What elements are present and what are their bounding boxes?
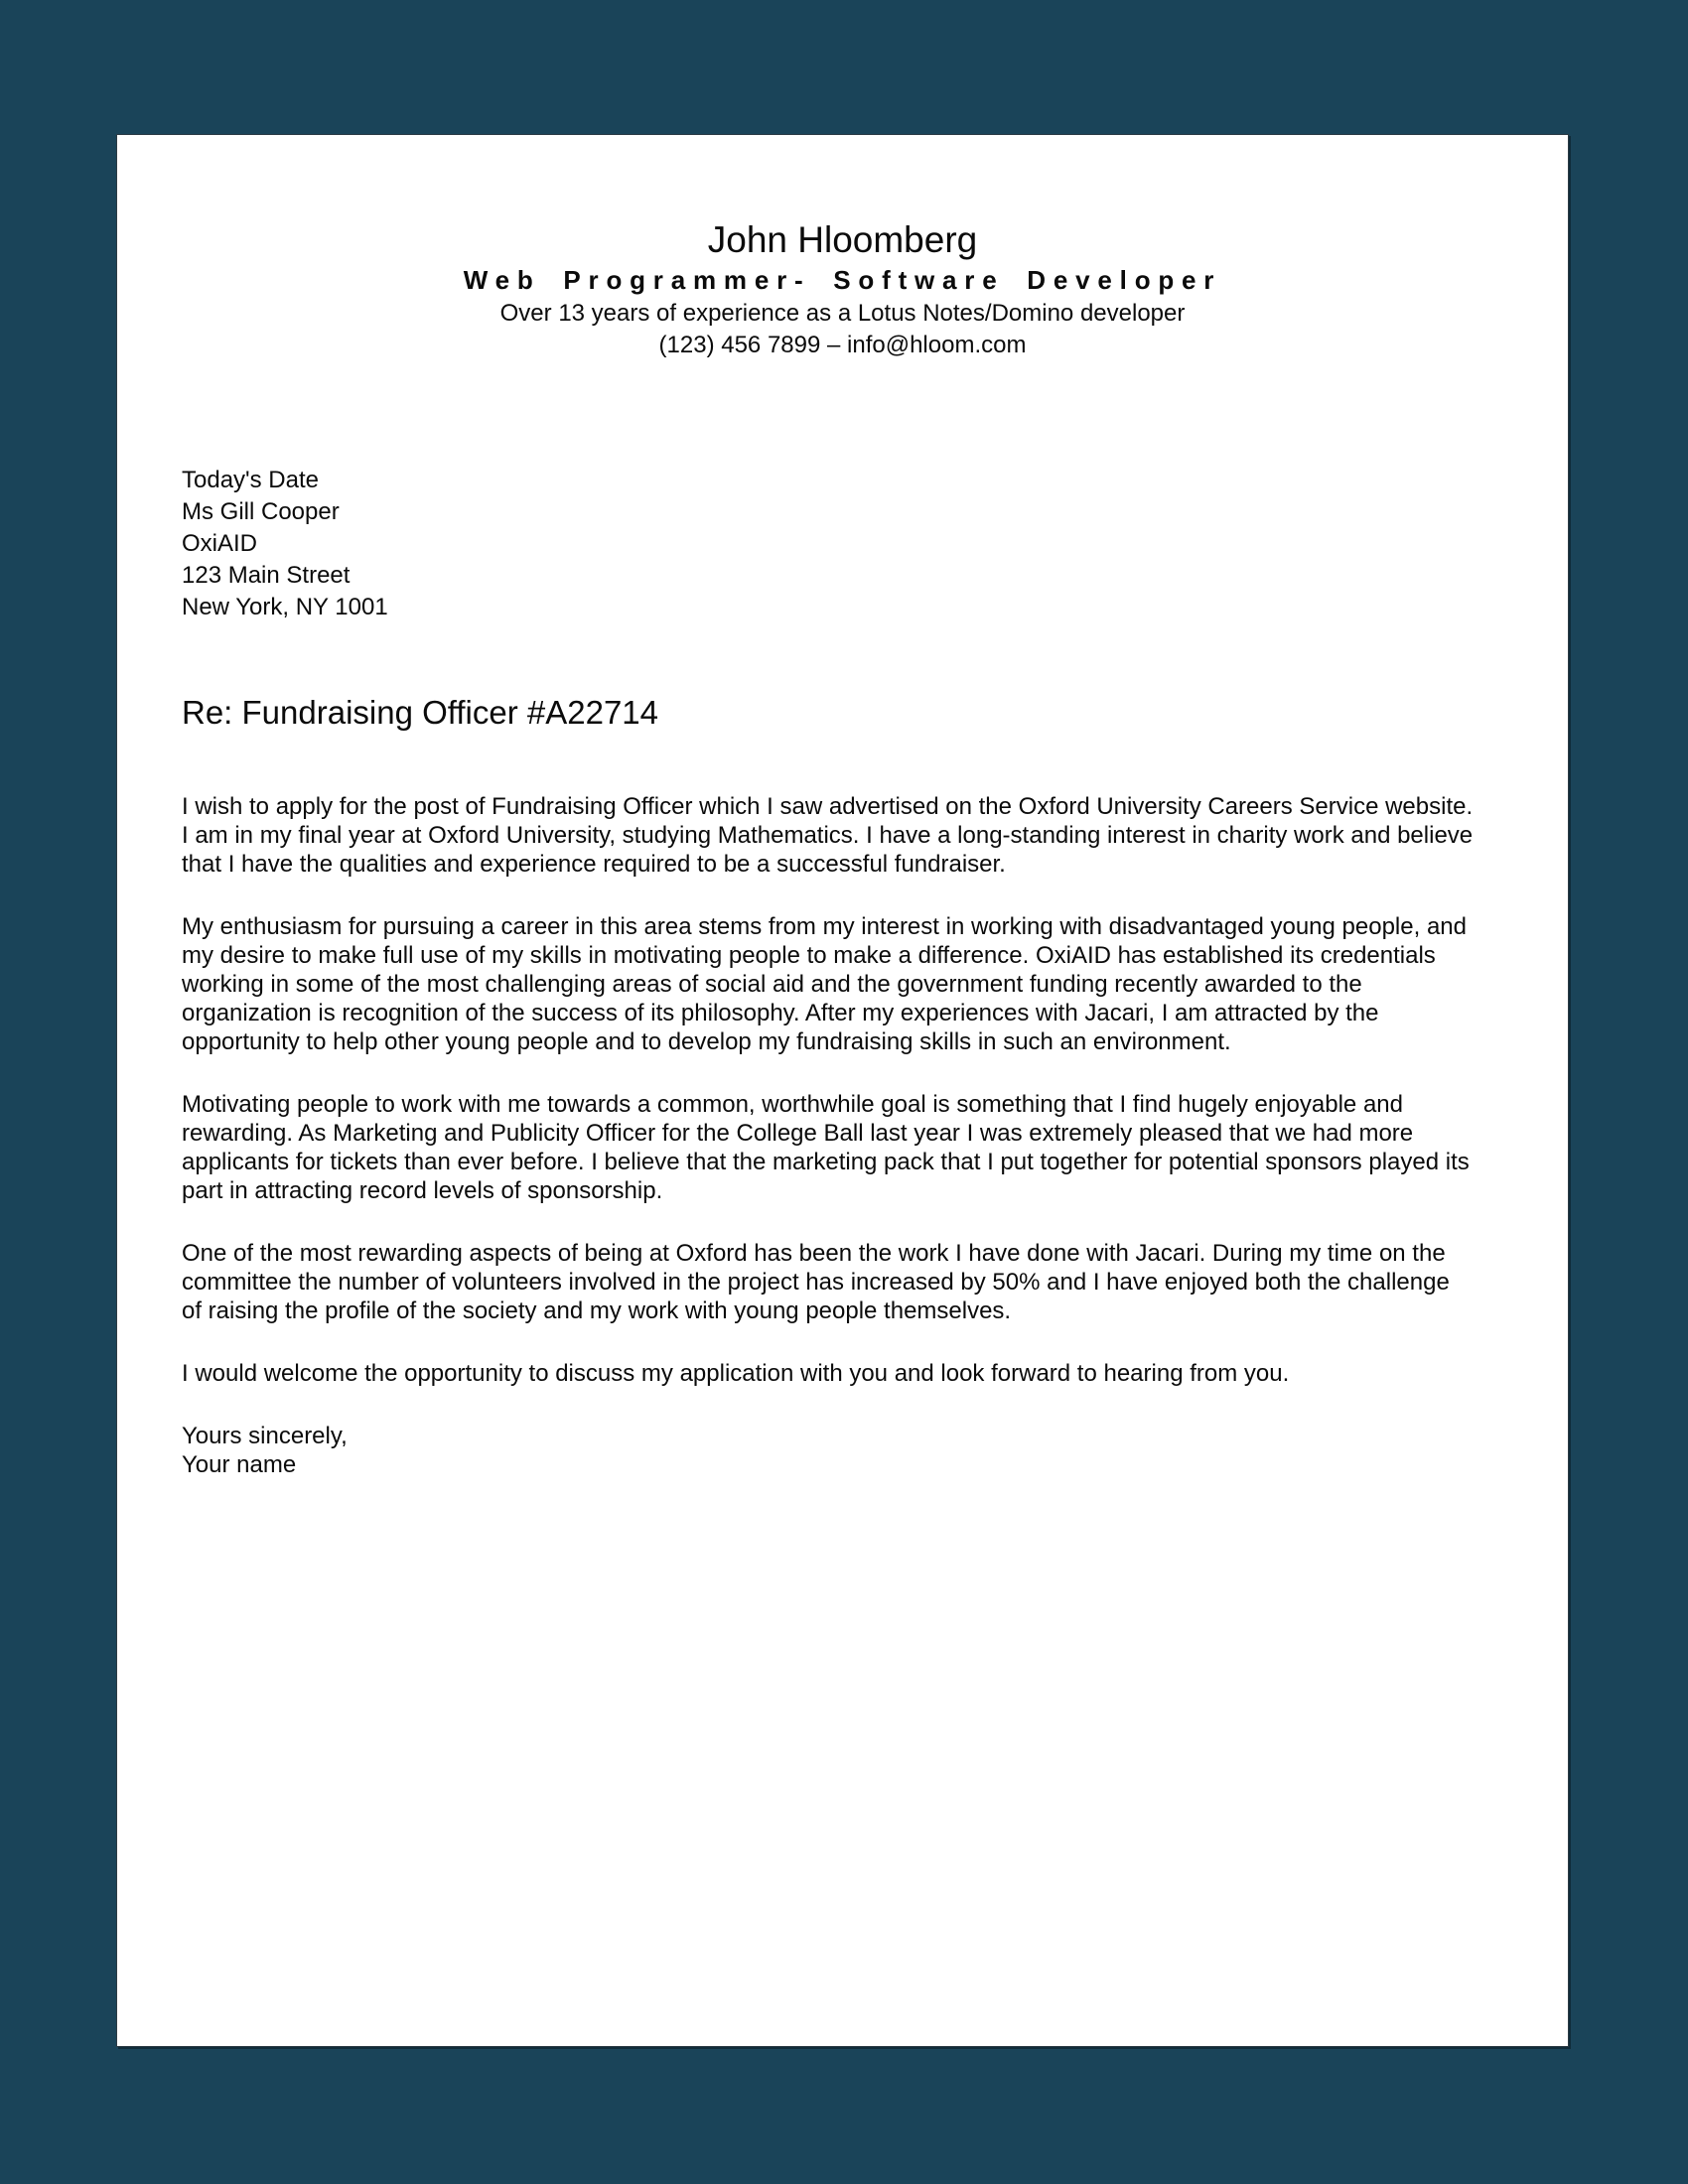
recipient-line-date: Today's Date — [182, 467, 319, 493]
letter-body — [182, 792, 1474, 1388]
letter-page — [116, 134, 1569, 2047]
closing-signature: Your name — [182, 1451, 297, 1478]
sender-contact: (123) 456 7899 – info@hloom.com — [658, 332, 1027, 358]
recipient-line-company: OxiAID — [182, 530, 258, 557]
paragraph-intro: I wish to apply for the post of Fundraising Officer which I saw advertised on the Oxford University Careers Service website. I am in my final year at Oxford University, studying Mathematics. I have a long-standing interest in charity work and believe that I have the qualities and experience required to be a successful fundraiser. — [182, 793, 1474, 878]
letter-header — [117, 218, 1568, 361]
subject-line: Re: Fundraising Officer #A22714 — [182, 694, 658, 731]
sender-name: John Hloomberg — [707, 219, 978, 260]
recipient-line-city: New York, NY 1001 — [182, 594, 388, 620]
sender-tagline: Over 13 years of experience as a Lotus Notes/Domino developer — [499, 300, 1186, 327]
paragraph-welcome: I would welcome the opportunity to discuss my application with you and look forward to hearing from you. — [182, 1360, 1290, 1387]
paragraph-rewarding: One of the most rewarding aspects of being at Oxford has been the work I have done with Jacari. During my time on the committee the number of volunteers involved in the project has increased by 50% and I have enjoyed both the challenge of raising the profile of the society and my work with young people themselves. — [182, 1240, 1450, 1324]
closing-salutation: Yours sincerely, — [182, 1423, 348, 1449]
sender-job-title: Web Programmer- Software Developer — [463, 265, 1222, 295]
paragraph-enthusiasm: My enthusiasm for pursuing a career in this area stems from my interest in working with disadvantaged young people, and my desire to make full use of my skills in motivating people to make a difference. OxiAID has established its credentials working in some of the most challenging areas of social aid and the government funding recently awarded to the organization is recognition of the success of its philosophy. After my experiences with Jacari, I am attracted by the opportunity to help other young people and to develop my fundraising skills in such an environment. — [182, 913, 1467, 1055]
recipient-line-street: 123 Main Street — [182, 562, 351, 589]
closing-block — [182, 1422, 1474, 1479]
recipient-block — [182, 465, 1474, 623]
paragraph-motivating: Motivating people to work with me towards a common, worthwhile goal is something that I find hugely enjoyable and rewarding. As Marketing and Publicity Officer for the College Ball last year I was extremely pleased that we had more applicants for tickets than ever before. I believe that the marketing pack that I put together for potential sponsors played its part in attracting record levels of sponsorship. — [182, 1091, 1470, 1204]
recipient-line-name: Ms Gill Cooper — [182, 498, 340, 525]
